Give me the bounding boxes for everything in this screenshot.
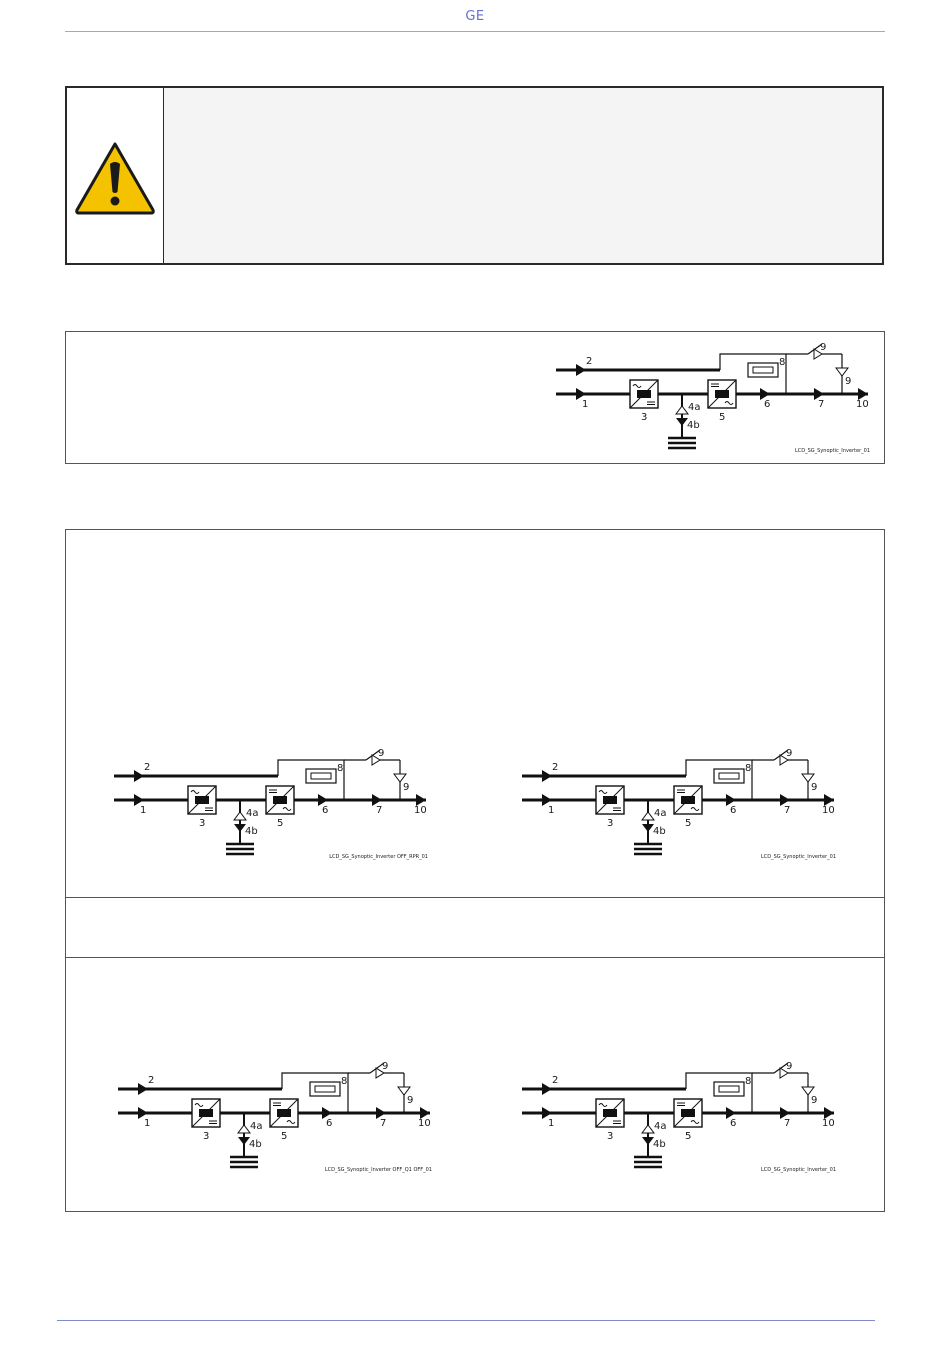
diagram-code: LCD_SG_Synoptic_Inverter_01 xyxy=(761,1167,836,1173)
label-4b: 4b xyxy=(653,826,666,837)
label-5: 5 xyxy=(685,1131,692,1142)
diagram-group xyxy=(118,1061,432,1173)
label-1: 1 xyxy=(548,1118,555,1129)
label-5: 5 xyxy=(281,1131,288,1142)
label-5: 5 xyxy=(719,412,726,423)
inverter-5 xyxy=(266,786,294,814)
inverter-5 xyxy=(674,1099,702,1127)
battery-arrow-up xyxy=(676,406,688,414)
label-4b: 4b xyxy=(245,826,258,837)
label-7: 7 xyxy=(380,1118,387,1129)
synoptic-diagram-inverter-off-rpr xyxy=(108,746,438,862)
battery-arrow-up xyxy=(234,812,246,820)
diagram-group xyxy=(114,748,428,860)
label-2: 2 xyxy=(552,762,559,773)
label-1: 1 xyxy=(140,805,147,816)
battery-arrow-up xyxy=(238,1125,250,1133)
label-1: 1 xyxy=(144,1118,151,1129)
label-3: 3 xyxy=(199,818,206,829)
label-9a: 9 xyxy=(786,1061,793,1072)
warning-box xyxy=(65,86,884,265)
footer-rule xyxy=(57,1320,875,1321)
label-8: 8 xyxy=(341,1076,348,1087)
label-10: 10 xyxy=(418,1118,431,1129)
label-7: 7 xyxy=(784,1118,791,1129)
label-3: 3 xyxy=(607,818,614,829)
arrow-2 xyxy=(134,770,144,782)
label-6: 6 xyxy=(730,1118,737,1129)
row-divider xyxy=(66,897,884,898)
synoptic-diagram-inverter-2 xyxy=(516,1059,846,1175)
label-8: 8 xyxy=(745,763,752,774)
arrow-2 xyxy=(542,770,552,782)
label-10: 10 xyxy=(822,805,835,816)
label-3: 3 xyxy=(607,1131,614,1142)
label-2: 2 xyxy=(586,356,593,367)
label-9a: 9 xyxy=(378,748,385,759)
label-10: 10 xyxy=(414,805,427,816)
label-4b: 4b xyxy=(653,1139,666,1150)
label-1: 1 xyxy=(582,399,589,410)
label-8: 8 xyxy=(337,763,344,774)
rectifier-3 xyxy=(596,1099,624,1127)
arrow-2 xyxy=(138,1083,148,1095)
diagram-code: LCD_SG_Synoptic_Inverter OFF_RPR_01 xyxy=(329,854,428,860)
synoptic-diagram-inverter-off-q1 xyxy=(112,1059,442,1175)
inverter-5 xyxy=(674,786,702,814)
label-2: 2 xyxy=(144,762,151,773)
inverter-5 xyxy=(270,1099,298,1127)
arrow-9b xyxy=(398,1087,410,1095)
label-9b: 9 xyxy=(403,782,410,793)
label-5: 5 xyxy=(685,818,692,829)
label-1: 1 xyxy=(548,805,555,816)
arrow-9b xyxy=(836,368,848,376)
label-4b: 4b xyxy=(687,420,700,431)
rectifier-3 xyxy=(596,786,624,814)
arrow-9b xyxy=(394,774,406,782)
label-9a: 9 xyxy=(786,748,793,759)
header-rule xyxy=(65,31,885,32)
label-8: 8 xyxy=(779,357,786,368)
arrow-2 xyxy=(542,1083,552,1095)
battery-arrow-up xyxy=(642,812,654,820)
label-7: 7 xyxy=(818,399,825,410)
rectifier-3 xyxy=(188,786,216,814)
label-6: 6 xyxy=(322,805,329,816)
label-10: 10 xyxy=(856,399,869,410)
label-9b: 9 xyxy=(407,1095,414,1106)
diagram-code: LCD_SG_Synoptic_Inverter_01 xyxy=(761,854,836,860)
arrow-9b xyxy=(802,1087,814,1095)
label-9b: 9 xyxy=(811,1095,818,1106)
diagram-group xyxy=(522,1061,836,1173)
label-9b: 9 xyxy=(845,376,852,387)
diagram-group xyxy=(522,748,836,860)
synoptic-diagram-inverter xyxy=(516,746,846,862)
label-4b: 4b xyxy=(249,1139,262,1150)
arrow-2 xyxy=(576,364,586,376)
label-6: 6 xyxy=(326,1118,333,1129)
label-9a: 9 xyxy=(382,1061,389,1072)
label-4a: 4a xyxy=(654,808,667,819)
label-10: 10 xyxy=(822,1118,835,1129)
synoptic-diagram-main xyxy=(550,340,880,456)
row-divider xyxy=(66,957,884,958)
label-5: 5 xyxy=(277,818,284,829)
label-7: 7 xyxy=(784,805,791,816)
diagram-group xyxy=(556,342,870,454)
label-4a: 4a xyxy=(246,808,259,819)
rectifier-3 xyxy=(192,1099,220,1127)
arrow-9b xyxy=(802,774,814,782)
label-4a: 4a xyxy=(688,402,701,413)
diagram-code: LCD_SG_Synoptic_Inverter OFF_Q1 OFF_01 xyxy=(324,1167,432,1173)
warning-triangle-icon xyxy=(73,140,157,216)
label-2: 2 xyxy=(552,1075,559,1086)
label-9b: 9 xyxy=(811,782,818,793)
header-brand: GE xyxy=(465,9,485,24)
label-4a: 4a xyxy=(250,1121,263,1132)
warning-icon-cell xyxy=(67,88,164,263)
inverter-5 xyxy=(708,380,736,408)
label-9a: 9 xyxy=(820,342,827,353)
battery-arrow-up xyxy=(642,1125,654,1133)
label-2: 2 xyxy=(148,1075,155,1086)
label-4a: 4a xyxy=(654,1121,667,1132)
label-6: 6 xyxy=(764,399,771,410)
label-7: 7 xyxy=(376,805,383,816)
label-8: 8 xyxy=(745,1076,752,1087)
label-3: 3 xyxy=(203,1131,210,1142)
rectifier-3 xyxy=(630,380,658,408)
diagram-code: LCD_SG_Synoptic_Inverter_01 xyxy=(795,448,870,454)
label-6: 6 xyxy=(730,805,737,816)
label-3: 3 xyxy=(641,412,648,423)
